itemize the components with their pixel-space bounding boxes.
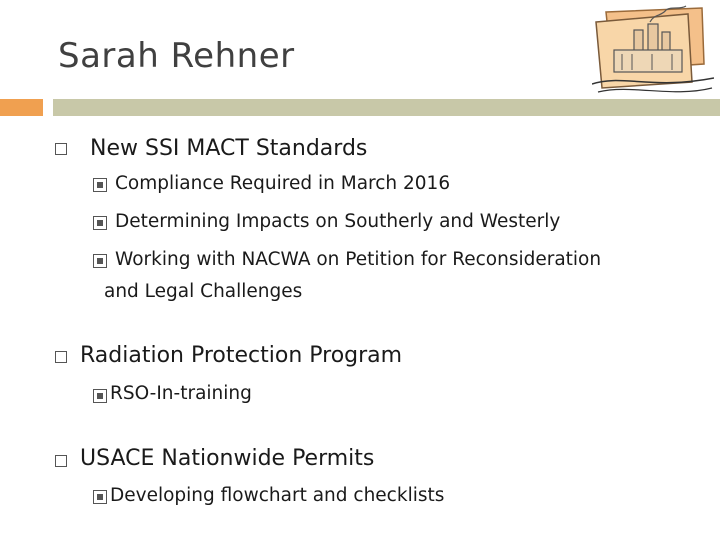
list-item: Compliance Required in March 2016 — [115, 173, 451, 194]
filled-square-bullet-icon — [93, 490, 107, 504]
slide-title: Sarah Rehner — [58, 36, 295, 76]
title-rule-bar — [53, 99, 720, 116]
list-item: Determining Impacts on Southerly and Westerly — [115, 211, 561, 232]
list-item: Developing flowchart and checklists — [110, 485, 445, 506]
filled-square-bullet-icon — [93, 254, 107, 268]
filled-square-bullet-icon — [93, 389, 107, 403]
checkbox-bullet-icon — [55, 455, 67, 467]
section-heading: USACE Nationwide Permits — [80, 446, 375, 471]
filled-square-bullet-icon — [93, 216, 107, 230]
checkbox-bullet-icon — [55, 351, 67, 363]
list-item: Working with NACWA on Petition for Reconsideration — [115, 249, 602, 270]
list-item-continuation: and Legal Challenges — [104, 281, 303, 302]
title-accent-bar — [0, 99, 43, 116]
industrial-plant-clipart-icon — [592, 4, 714, 100]
section-heading: Radiation Protection Program — [80, 343, 403, 368]
checkbox-bullet-icon — [55, 143, 67, 155]
section-heading: New SSI MACT Standards — [90, 136, 368, 161]
filled-square-bullet-icon — [93, 178, 107, 192]
list-item: RSO-In-training — [110, 383, 252, 404]
